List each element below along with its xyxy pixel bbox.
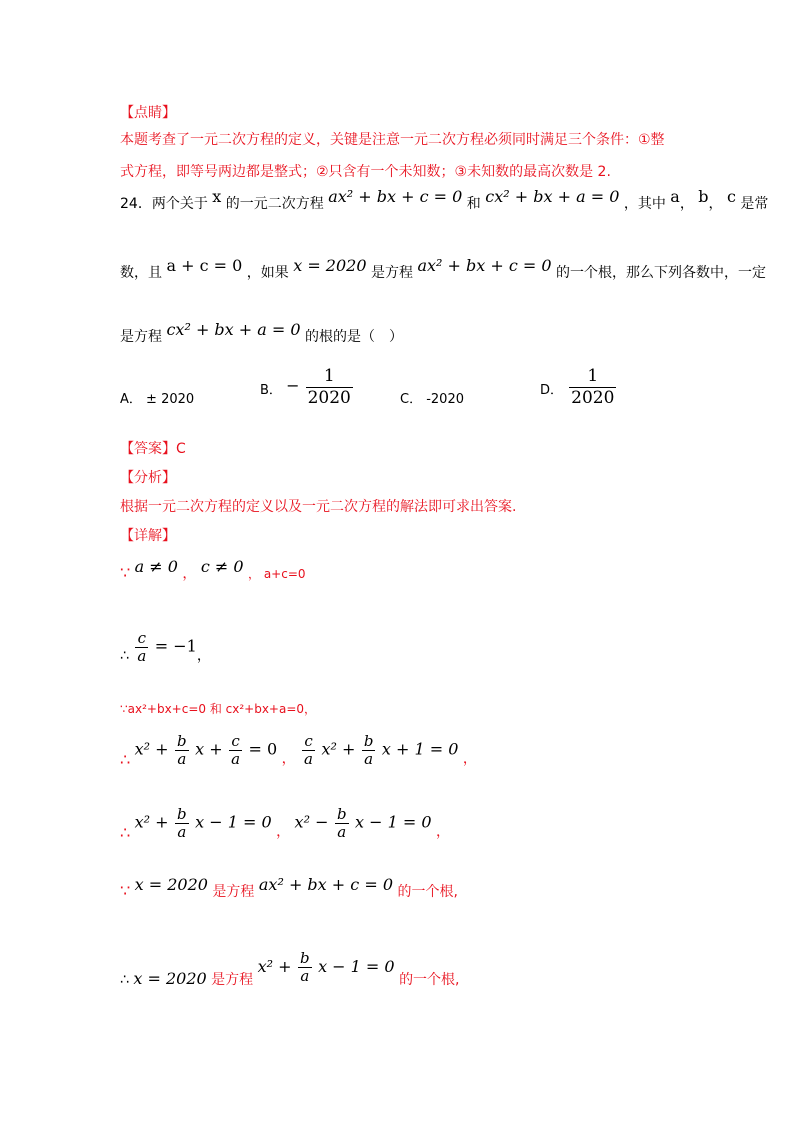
step7-text: 是方程 [211,971,254,988]
numerator: b [336,805,347,823]
denominator: a [337,823,347,841]
answer-heading: 【答案】 [120,441,176,457]
denominator: a [364,750,374,768]
answer-value: C [176,441,186,457]
sep-1: ， [679,196,694,212]
denominator: a [177,823,187,841]
step4-eq1-c: x + [195,739,223,759]
detail-step-2 [120,630,211,665]
option-b-sign: − [286,376,300,395]
option-a-value: ± 2020 [146,392,195,407]
step4-eq1-frac-c [229,733,242,768]
step2-numerator: c [135,630,148,648]
because-symbol: ∵ [120,563,131,582]
question-line2-b: ，如果 [246,265,289,281]
step1-c-nonzero: c ≠ 0 [200,557,244,576]
dianjing-line-2: 式方程，即等号两边都是整式；②只含有一个未知数；③未知数的最高次数是 2. [120,164,611,180]
step7-eq-frac [298,950,312,985]
step4-eq1-a: x² + [134,739,169,759]
condition-a-plus-c: a + c = 0 [166,256,243,275]
dianjing-heading: 【点睛】 [120,105,176,121]
option-a-label: A． [120,392,142,407]
step5-comma: ， [276,823,291,840]
step5-eq2-c: x − 1 = 0 [355,812,432,832]
step4-eq1-e: = 0 [248,739,278,759]
step4-tail: ， [462,750,477,767]
step1-a-nonzero: a ≠ 0 [134,557,178,576]
step5-eq2-a: x² − [294,812,329,832]
option-d-denominator: 2020 [571,388,615,408]
analysis-heading: 【分析】 [120,470,176,486]
step7-root: x = 2020 [133,968,207,988]
option-c-label: C． [400,392,423,407]
detail-heading: 【详解】 [120,528,176,544]
denominator: a [304,750,313,768]
dianjing-line-1: 本题考查了一元二次方程的定义，关键是注意一元二次方程必须同时满足三个条件：①整 [120,132,665,148]
answer-line [120,440,186,458]
question-line3-a: 是方程 [120,329,162,345]
option-b-denominator: 2020 [307,388,351,408]
step4-eq2-frac-c [302,733,315,768]
numerator: b [363,732,374,750]
numerator: c [302,733,315,751]
step4-eq2-d: x + 1 = 0 [381,739,459,759]
therefore-symbol: ∴ [120,822,131,842]
step6-equation: ax² + bx + c = 0 [258,875,393,894]
option-b-fraction [306,366,353,409]
question-and: 和 [466,196,481,212]
option-a[interactable] [120,388,194,407]
step1-comma: ， [182,566,197,582]
option-b[interactable] [260,366,355,409]
coef-a: a [670,187,680,206]
step4-eq2-b: x² + [321,739,356,759]
step7-eq-b: x − 1 = 0 [318,956,395,976]
denominator: a [231,750,241,768]
analysis-text: 根据一元二次方程的定义以及一元二次方程的解法即可求出答案. [120,499,517,515]
therefore-symbol: ∴ [120,647,129,664]
option-d-label: D． [540,383,564,398]
option-b-label: B． [260,383,282,398]
step7-eq-a: x² + [257,956,292,976]
option-b-numerator: 1 [306,366,353,388]
denominator: a [300,967,310,985]
step5-eq1-a: x² + [134,812,169,832]
detail-step-7 [120,949,460,993]
question-number: 24．两个关于 [120,196,208,212]
detail-step-6 [120,875,458,900]
because-symbol: ∵ [120,881,131,900]
detail-step-5 [120,806,450,841]
option-c[interactable] [400,388,464,407]
therefore-symbol: ∴ [120,971,129,988]
step5-tail: ， [436,823,450,840]
equation-2-repeat: cx² + bx + a = 0 [166,320,301,339]
step2-rhs: = −1 [154,636,197,656]
equation-2: cx² + bx + a = 0 [485,187,620,206]
step1-tail: ， a+c=0 [248,567,306,581]
step5-eq1-c: x − 1 = 0 [195,812,272,832]
step4-eq2-frac-b [362,733,376,768]
question-line2-c: 是方程 [370,265,413,281]
question-line3-b: 的根的是（ ） [305,329,404,345]
therefore-symbol: ∴ [120,749,131,769]
question-text-c: 是常 [740,196,769,212]
question-var-x: x [212,187,222,206]
numerator: b [177,732,187,750]
coef-c: c [726,187,736,206]
option-d-numerator: 1 [569,366,616,388]
step4-eq1-frac-b [175,733,189,768]
step5-eq2-frac [335,806,349,841]
question-text-a: 的一元二次方程 [225,196,324,212]
sep-2: ， [708,196,723,212]
question-line-3 [120,320,404,346]
numerator: b [300,949,310,967]
question-line-1 [120,187,769,213]
question-line2-d: 的一个根，那么下列各数中，一定 [556,265,767,281]
option-d-fraction [569,366,616,409]
detail-step-1 [120,557,306,582]
coef-b: b [698,187,709,206]
step6-tail: 的一个根, [397,884,458,900]
root-value: x = 2020 [293,256,367,275]
option-d[interactable] [540,366,618,409]
step6-text: 是方程 [212,884,255,900]
equation-1-repeat: ax² + bx + c = 0 [417,256,552,275]
step6-root: x = 2020 [134,875,208,894]
detail-step-3: ∵ax²+bx+c=0 和 cx²+bx+a=0， [120,702,317,716]
numerator: b [177,805,187,823]
step2-fraction [135,630,148,665]
step4-comma: ， [281,750,296,767]
step7-tail: 的一个根, [399,971,460,988]
detail-step-4 [120,733,477,768]
denominator: a [177,750,187,768]
step5-eq1-frac [175,806,189,841]
step2-tail: ， [196,647,211,664]
step2-denominator: a [137,647,147,665]
option-c-value: -2020 [426,392,464,407]
question-line2-a: 数，且 [120,265,162,281]
numerator: c [229,733,242,751]
equation-1: ax² + bx + c = 0 [328,187,463,206]
question-line-2 [120,256,767,282]
question-text-b: ，其中 [623,196,666,212]
